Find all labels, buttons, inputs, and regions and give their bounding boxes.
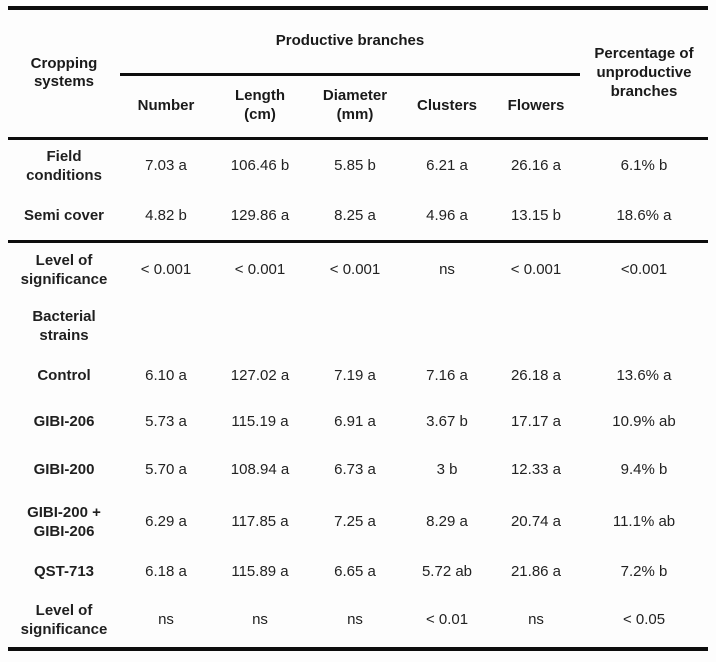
table-cell: 6.29 a xyxy=(145,513,187,531)
table-cell: 117.85 a xyxy=(231,513,289,531)
table-cell: ns xyxy=(158,611,174,629)
table-cell xyxy=(402,299,492,354)
table-cell: 6.21 a xyxy=(426,157,468,175)
table-cell: < 0.001 xyxy=(308,241,402,299)
table-cell: 115.89 a xyxy=(231,563,289,581)
table-cell: 26.16 a xyxy=(510,157,562,175)
table-cell: 17.17 a xyxy=(510,413,562,431)
table-cell: 7.2% b xyxy=(620,563,668,581)
column-header-percentage-unproductive: Percentage of unproductive branches xyxy=(580,8,708,138)
table-cell xyxy=(212,299,308,354)
table-row-level-of-significance-cropping xyxy=(8,241,708,299)
table-cell: 7.03 a xyxy=(145,157,187,175)
column-header-flowers: Flowers xyxy=(492,74,580,138)
table-cell: 115.19 a xyxy=(231,413,289,431)
table-cell: 9.4% b xyxy=(620,460,668,478)
table-cell: 6.91 a xyxy=(334,413,376,431)
table-cell xyxy=(308,299,402,354)
table-cell: ns xyxy=(252,611,268,629)
row-label: Level of significance xyxy=(8,241,120,299)
column-header-cropping-systems: Cropping systems xyxy=(8,8,120,138)
table-cell: 106.46 b xyxy=(230,157,290,175)
table-cell: 3.67 b xyxy=(426,413,468,431)
table-cell: ns xyxy=(528,611,544,629)
section-label: Bacterial strains xyxy=(32,307,96,344)
table-cell: 6.1% b xyxy=(620,157,668,175)
table-cell xyxy=(120,299,212,354)
row-label: GIBI-206 xyxy=(33,413,95,431)
row-label: Level of significance xyxy=(20,601,108,638)
table-cell: 6.10 a xyxy=(145,367,187,385)
row-label: Semi cover xyxy=(23,207,105,225)
table-cell: 20.74 a xyxy=(510,513,562,531)
table-row-gibi-200-plus-gibi-206 xyxy=(8,494,708,551)
table-cell: ns xyxy=(402,241,492,299)
table-row-gibi-206 xyxy=(8,399,708,446)
table-cell: < 0.001 xyxy=(120,241,212,299)
table-cell: 21.86 a xyxy=(510,563,562,581)
table-cell: 18.6% a xyxy=(616,207,672,225)
table-cell xyxy=(492,299,580,354)
table-cell: 3 b xyxy=(436,460,458,478)
table-cell: 5.73 a xyxy=(145,413,187,431)
table-cell: 4.96 a xyxy=(426,207,468,225)
table-cell: 4.82 b xyxy=(145,207,187,225)
table-row-gibi-200 xyxy=(8,446,708,494)
table-cell: 129.86 a xyxy=(230,207,290,225)
table-row-field-conditions xyxy=(8,138,708,194)
table-cell: 12.33 a xyxy=(510,460,562,478)
table-cell: ns xyxy=(347,611,363,629)
table-cell: 7.16 a xyxy=(426,367,468,385)
table-cell: < 0.001 xyxy=(212,241,308,299)
table-cell: < 0.05 xyxy=(622,611,666,629)
table-cell: < 0.001 xyxy=(492,241,580,299)
table-cell: 5.72 ab xyxy=(421,563,473,581)
table-row-control xyxy=(8,354,708,399)
row-label: GIBI-200 xyxy=(33,460,95,478)
table-cell: 7.25 a xyxy=(334,513,376,531)
table-cell: 6.65 a xyxy=(334,563,376,581)
table-cell: 8.29 a xyxy=(426,513,468,531)
column-header-diameter-mm: Diameter (mm) xyxy=(308,74,402,138)
table-cell: < 0.01 xyxy=(425,611,469,629)
column-header-clusters: Clusters xyxy=(402,74,492,138)
table-row-semi-cover xyxy=(8,194,708,241)
column-header-number: Number xyxy=(120,74,212,138)
table-row-bacterial-strains-section xyxy=(8,299,708,354)
table-cell: 127.02 a xyxy=(230,367,290,385)
column-header-length-cm: Length (cm) xyxy=(212,74,308,138)
table-cell xyxy=(580,299,708,354)
row-label: Field conditions xyxy=(26,148,102,184)
row-label: Control xyxy=(37,367,91,385)
table-cell: 13.6% a xyxy=(616,367,672,385)
row-label: GIBI-200 + GIBI-206 xyxy=(27,503,101,540)
table-cell: 5.85 b xyxy=(334,157,376,175)
table-cell: 11.1% ab xyxy=(612,513,676,531)
table-cell: 10.9% ab xyxy=(612,413,676,431)
column-group-productive-branches: Productive branches xyxy=(120,8,580,74)
row-label: QST-713 xyxy=(33,563,95,581)
table-cell: 7.19 a xyxy=(334,367,376,385)
cropping-systems-table xyxy=(8,6,708,651)
table-cell: 5.70 a xyxy=(145,460,187,478)
table-cell: 13.15 b xyxy=(510,207,562,225)
table-cell: 108.94 a xyxy=(230,460,290,478)
table-row-level-of-significance-strains xyxy=(8,594,708,649)
table-row-qst-713 xyxy=(8,551,708,594)
table-cell: 8.25 a xyxy=(334,207,376,225)
table-cell: 26.18 a xyxy=(510,367,562,385)
table-cell: 6.73 a xyxy=(334,460,376,478)
table-cell: 6.18 a xyxy=(145,563,187,581)
table-cell: <0.001 xyxy=(580,241,708,299)
